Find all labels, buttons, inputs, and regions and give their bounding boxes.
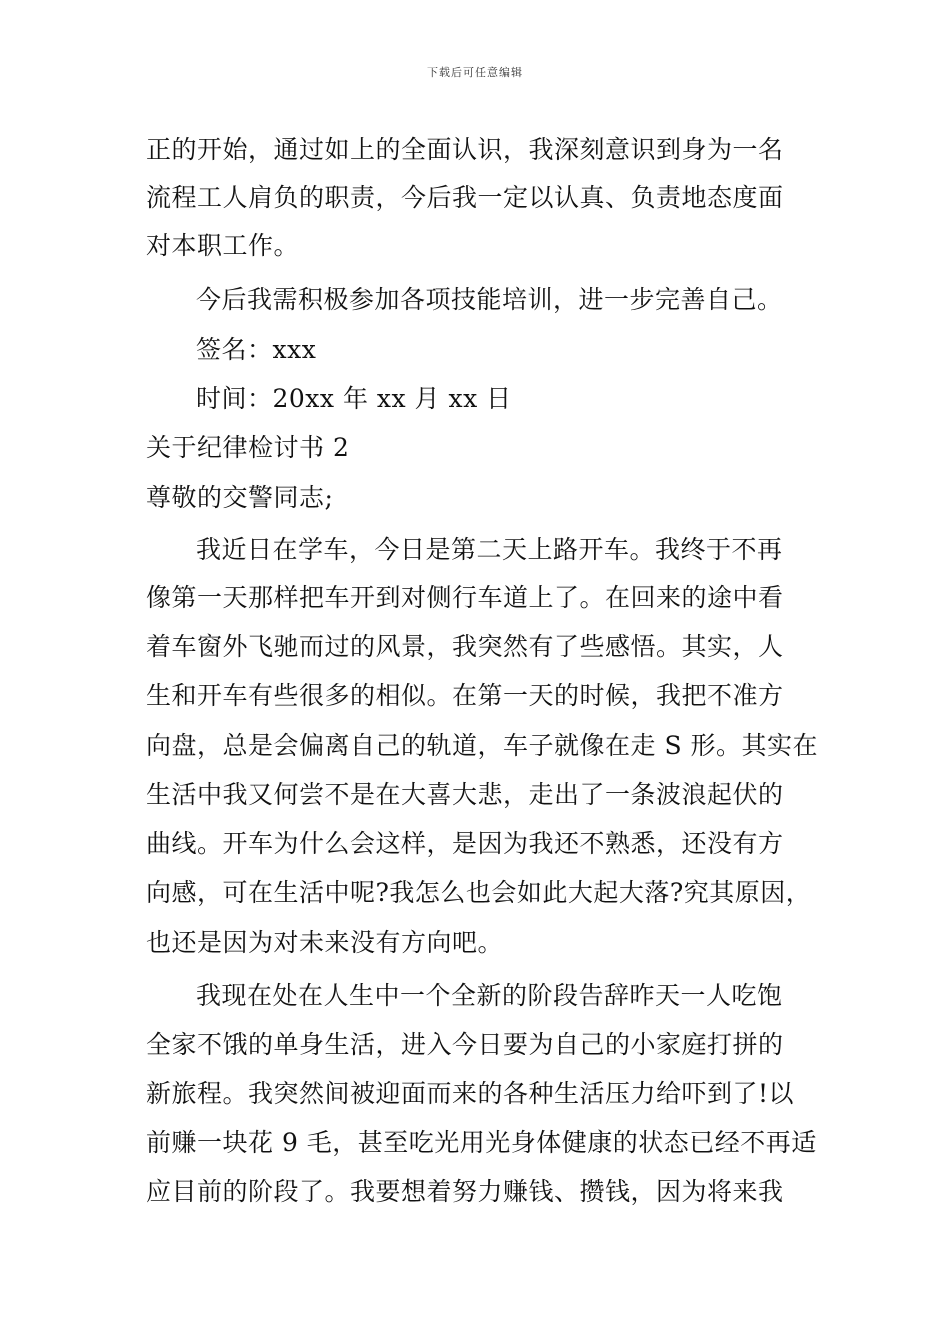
paragraph-line: 曲线。开车为什么会这样，是因为我还不熟悉，还没有方	[146, 829, 784, 858]
paragraph-line: 流程工人肩负的职责，今后我一定以认真、负责地态度面	[146, 183, 784, 212]
signature-line: 签名：xxx	[196, 335, 317, 364]
salutation: 尊敬的交警同志;	[146, 483, 334, 512]
paragraph-line: 像第一天那样把车开到对侧行车道上了。在回来的途中看	[146, 583, 784, 612]
paragraph-line: 向感，可在生活中呢?我怎么也会如此大起大落?究其原因，	[146, 878, 812, 907]
paragraph-line: 今后我需积极参加各项技能培训，进一步完善自己。	[196, 285, 783, 314]
paragraph-line: 新旅程。我突然间被迎面而来的各种生活压力给吓到了!以	[146, 1079, 795, 1108]
paragraph-line: 应目前的阶段了。我要想着努力赚钱、攒钱，因为将来我	[146, 1177, 784, 1206]
paragraph-line: 生活中我又何尝不是在大喜大悲，走出了一条波浪起伏的	[146, 780, 784, 809]
paragraph-line: 向盘，总是会偏离自己的轨道，车子就像在走 S 形。其实在	[146, 731, 819, 760]
page-header: 下载后可任意编辑	[427, 66, 523, 79]
date-line: 时间：20xx 年 xx 月 xx 日	[196, 384, 512, 413]
paragraph-line: 也还是因为对未来没有方向吧。	[146, 928, 504, 957]
paragraph-line: 生和开车有些很多的相似。在第一天的时候，我把不准方	[146, 681, 784, 710]
paragraph-line: 前赚一块花 9 毛，甚至吃光用光身体健康的状态已经不再适	[146, 1128, 817, 1157]
paragraph-line: 对本职工作。	[146, 231, 300, 260]
paragraph-line: 我现在处在人生中一个全新的阶段告辞昨天一人吃饱	[196, 981, 783, 1010]
paragraph-line: 全家不饿的单身生活，进入今日要为自己的小家庭打拼的	[146, 1030, 784, 1059]
paragraph-line: 正的开始，通过如上的全面认识，我深刻意识到身为一名	[146, 135, 784, 164]
paragraph-line: 着车窗外飞驰而过的风景，我突然有了些感悟。其实，人	[146, 632, 784, 661]
paragraph-line: 我近日在学车，今日是第二天上路开车。我终于不再	[196, 535, 783, 564]
section-title: 关于纪律检讨书 2	[146, 433, 350, 462]
